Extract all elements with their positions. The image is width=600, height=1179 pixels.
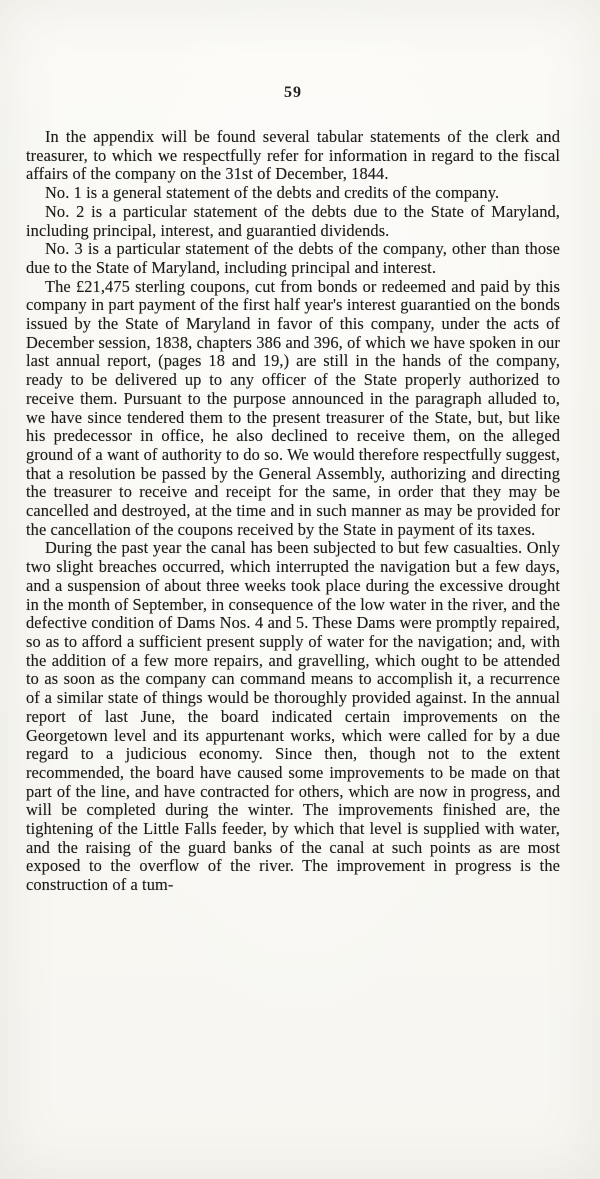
paragraph: No. 2 is a particular statement of the debts due to the State of Maryland, including principal, interest, and guarantied dividends.: [26, 201, 560, 240]
paragraph: No. 3 is a particular statement of the debts of the company, other than those due to the State of Maryland, including principal and interest.: [26, 239, 560, 277]
paragraph: The £21,475 sterling coupons, cut from bonds or redeemed and paid by this company in part payment of the first half year's interest guarantied on the bonds issued by the State of Maryland in favor of this company, under the acts of December session, 1838, chapters 386 and 396, of which we have spoken in our last annual report, (pages 18 and 19,) are still in the hands of the company, ready to be delivered up to any officer of the State properly authorized to receive them. Pursuant to the purpose announced in the paragraph alluded to, we have since tendered them to the present treasurer of the State, but, but like his predecessor in office, he also declined to receive them, on the alleged ground of a want of authority to do so. We would therefore respectfully suggest, that a resolution be passed by the General Assembly, authorizing and directing the treasurer to receive and receipt for the same, in order that they may be cancelled and destroyed, at the time and in such manner as may be provided for the cancellation of the coupons received by the State in payment of its taxes.: [26, 276, 560, 539]
body-text: [26, 128, 560, 895]
paragraph: No. 1 is a general statement of the debts and credits of the company.: [45, 183, 500, 203]
paragraph: During the past year the canal has been subjected to but few casualties. Only two slight breaches occurred, which interrupted the navigation but a few days, and a suspension of about three weeks took place during the excessive drought in the month of September, in consequence of the low water in the river, and the defective condition of Dams Nos. 4 and 5. These Dams were promptly repaired, so as to afford a sufficient present supply of water for the navigation; and, with the addition of a few more repairs, and gravelling, which ought to be attended to as soon as the company can command means to accomplish it, a recurrence of a similar state of things would be thoroughly provided against. In the annual report of last June, the board indicated certain improvements on the Georgetown level and its appurtenant works, which were called for by a due regard to a judicious economy. Since then, though not to the extent recommended, the board have caused some improvements to be made on that part of the line, and have contracted for others, which are now in progress, and will be completed during the winter. The improvements finished are, the tightening of the Little Falls feeder, by which that level is supplied with water, and the raising of the guard banks of the canal at such points as are most exposed to the overflow of the river. The improvement in progress is the construction of a tum-: [26, 538, 560, 895]
paragraph: In the appendix will be found several tabular statements of the clerk and treasurer, to which we respectfully refer for information in regard to the fiscal affairs of the company on the 31st of December, 1844.: [26, 127, 560, 184]
page-number: 59: [284, 84, 302, 101]
